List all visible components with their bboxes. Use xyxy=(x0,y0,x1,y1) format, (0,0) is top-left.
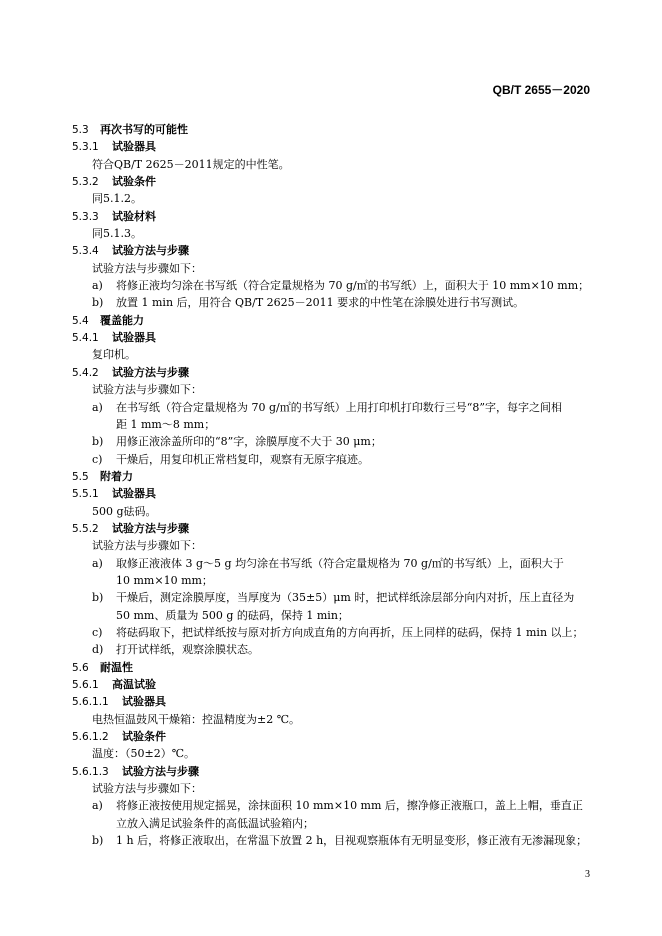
section-number: 5.4 xyxy=(72,314,89,327)
list-item xyxy=(72,641,592,658)
paragraph: 同5.1.2。 xyxy=(92,192,142,206)
list-item-continuation: 50 mm、质量为 500 g 的砝码，保持 1 min； xyxy=(116,608,349,622)
section-number: 5.6.1.3 xyxy=(72,765,109,778)
section-number: 5.6 xyxy=(72,661,89,674)
list-item xyxy=(72,797,592,814)
section-number: 5.3.3 xyxy=(72,210,99,223)
list-item-text: 在书写纸（符合定量规格为 70 g/㎡的书写纸）上用打印机打印数行三号“8”字，每字之间相 xyxy=(116,400,562,414)
section-heading xyxy=(72,173,592,190)
section-title: 试验器具 xyxy=(112,140,156,154)
list-item-marker: b) xyxy=(92,591,104,605)
section-title: 试验方法与步骤 xyxy=(112,244,189,258)
section-heading xyxy=(72,693,592,710)
list-item-text: 1 h 后，将修正液取出，在常温下放置 2 h，目视观察瓶体有无明显变形，修正液有无渗漏现象； xyxy=(116,834,588,848)
section-heading xyxy=(72,676,592,693)
list-item-continuation: 10 mm×10 mm； xyxy=(116,573,213,587)
section-title: 试验条件 xyxy=(122,730,166,744)
section-heading xyxy=(72,728,592,745)
section-heading xyxy=(72,208,592,225)
list-item xyxy=(72,555,592,572)
section-number: 5.5 xyxy=(72,470,89,483)
list-item-text: 干燥后，测定涂膜厚度，当厚度为（35±5）μm 时，把试样纸涂层部分向内对折，压上直径为 xyxy=(116,591,575,605)
section-title: 试验材料 xyxy=(112,209,156,223)
paragraph: 试验方法与步骤如下： xyxy=(92,782,202,796)
paragraph: 试验方法与步骤如下： xyxy=(92,539,202,553)
paragraph: 500 g砝码。 xyxy=(92,504,157,518)
list-item-continuation: 立放入满足试验条件的高低温试验箱内； xyxy=(116,816,314,830)
section-heading xyxy=(72,364,592,381)
paragraph: 符合QB/T 2625－2011规定的中性笔。 xyxy=(92,157,290,171)
paragraph: 温度：（50±2）℃。 xyxy=(92,747,196,761)
section-title: 试验器具 xyxy=(112,331,156,345)
list-item-text: 放置 1 min 后，用符合 QB/T 2625－2011 要求的中性笔在涂膜处进行书写测试。 xyxy=(116,296,525,310)
section-heading xyxy=(72,329,592,346)
section-title: 试验方法与步骤 xyxy=(112,365,189,379)
section-title: 试验条件 xyxy=(112,175,156,189)
list-item-text: 打开试样纸，观察涂膜状态。 xyxy=(116,643,259,657)
paragraph: 试验方法与步骤如下： xyxy=(92,383,202,397)
section-heading xyxy=(72,468,592,485)
list-item xyxy=(72,624,592,641)
list-item-marker: b) xyxy=(92,834,104,848)
section-heading xyxy=(72,485,592,502)
standard-code: QB/T 2655－2020 xyxy=(492,83,590,97)
document-body xyxy=(72,121,592,849)
list-item-marker: c) xyxy=(92,625,103,639)
section-number: 5.3.2 xyxy=(72,176,99,189)
section-number: 5.6.1 xyxy=(72,679,99,691)
list-item-marker: a) xyxy=(92,279,103,293)
list-item-text: 干燥后，用复印机正常档复印，观察有无原字痕迹。 xyxy=(116,452,369,466)
list-item-text: 用修正液涂盖所印的“8”字，涂膜厚度不大于 30 μm； xyxy=(116,435,382,449)
section-number: 5.6.1.1 xyxy=(72,696,109,709)
section-title: 再次书写的可能性 xyxy=(100,123,188,136)
list-item-marker: c) xyxy=(92,452,103,466)
list-item xyxy=(72,589,592,606)
list-item-marker: b) xyxy=(92,296,104,310)
section-number: 5.4.1 xyxy=(72,332,99,345)
list-item-continuation: 距 1 mm～8 mm； xyxy=(116,417,216,431)
list-item-text: 取修正液液体 3 g～5 g 均匀涂在书写纸（符合定量规格为 70 g/㎡的书写纸）上，面积大于 xyxy=(116,556,564,570)
section-number: 5.3.4 xyxy=(72,245,99,258)
list-item xyxy=(72,294,592,311)
section-title: 覆盖能力 xyxy=(100,313,144,327)
section-heading xyxy=(72,138,592,155)
list-item xyxy=(72,451,592,468)
section-title: 试验方法与步骤 xyxy=(112,521,189,535)
list-item-text: 将修正液均匀涂在书写纸（符合定量规格为 70 g/㎡的书写纸）上，面积大于 10 mm×10 mm； xyxy=(116,279,590,293)
list-item-marker: a) xyxy=(92,799,103,813)
section-number: 5.5.1 xyxy=(72,488,99,501)
section-title: 附着力 xyxy=(100,469,133,483)
paragraph: 试验方法与步骤如下： xyxy=(92,261,202,275)
section-heading xyxy=(72,312,592,329)
section-heading xyxy=(72,763,592,780)
section-title: 耐温性 xyxy=(100,660,133,674)
section-number: 5.3.1 xyxy=(72,141,99,154)
list-item-text: 将修正液按使用规定摇晃，涂抹面积 10 mm×10 mm 后，擦净修正液瓶口，盖上上帽，垂直正 xyxy=(116,799,583,813)
section-title: 高温试验 xyxy=(112,678,156,691)
section-number: 5.6.1.2 xyxy=(72,731,109,744)
section-heading xyxy=(72,520,592,537)
list-item-marker: a) xyxy=(92,400,103,414)
section-heading xyxy=(72,659,592,676)
list-item-marker: d) xyxy=(92,643,104,657)
section-number: 5.4.2 xyxy=(72,366,99,379)
paragraph: 电热恒温鼓风干燥箱：控温精度为±2 ℃。 xyxy=(92,712,301,726)
list-item xyxy=(72,399,592,416)
list-item xyxy=(72,433,592,450)
section-heading xyxy=(72,121,592,138)
section-title: 试验方法与步骤 xyxy=(122,764,199,778)
section-number: 5.5.2 xyxy=(72,522,99,535)
section-heading xyxy=(72,242,592,259)
paragraph: 同5.1.3。 xyxy=(92,227,142,241)
section-title: 试验器具 xyxy=(122,695,166,709)
list-item xyxy=(72,832,592,849)
list-item-text: 将砝码取下，把试样纸按与原对折方向成直角的方向再折，压上同样的砝码，保持 1 min 以上； xyxy=(116,625,584,639)
section-number: 5.3 xyxy=(72,124,89,136)
section-title: 试验器具 xyxy=(112,487,156,501)
paragraph: 复印机。 xyxy=(92,348,136,362)
list-item-marker: a) xyxy=(92,556,103,570)
list-item xyxy=(72,277,592,294)
page-number: 3 xyxy=(585,869,590,880)
list-item-marker: b) xyxy=(92,435,104,449)
